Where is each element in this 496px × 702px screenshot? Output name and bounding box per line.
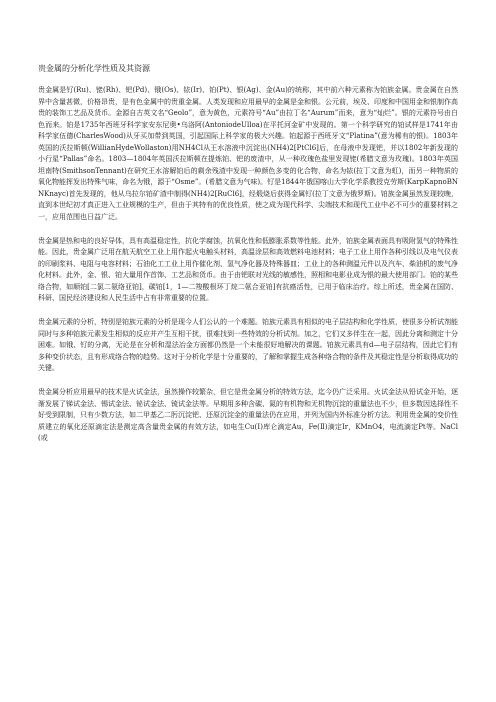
paragraph-analysis-methods: 贵金属分析应用最早的技术是火试金法，虽然操作较繁杂，但它是贵金属分析的特效方法，迄今仍广泛采用。火试金法从铅试金开始，逐渐发展了锑试金法、锡试金法、铋试金法、锍试金法等。早期用多种含碳、氮的有机物和无机物沉淀的重量法也不少，但多数因选择性不好受到限制，只有少数方法，如二甲基乙二肟沉淀钯、还原沉淀金的重量法仍在应用，并列为国内外标准分析方法。利用贵金属的变价性质建立的氧化还原滴定法是测定高含量贵金属的有效方法，如电生Cu(Ⅰ)库仑滴定Au，Fe(Ⅱ)滴定Ir，KMnO4，电流滴定Pt等。NaCl(或 [38, 388, 458, 442]
page-title: 贵金属的分析化学性质及其资源 [38, 64, 150, 73]
paragraph-history: 贵金属是钌(Ru)、铑(Rh)、钯(Pd)、锇(Os)、铱(Ir)、铂(Pt)、银(Ag)、金(Au)的统称，其中前六种元素称为铂族金属。贵金属在自然界中含量甚微，价格昂贵，是有色金属中的贵重金属。人类发现和应用最早的金属是金和银。公元前，埃及、印度和中国用金和银制作高贵的装饰工艺品及货币。金源自古英文名“Geolo”，意为黄色，元素符号“Au”由拉丁名“Aurum”而来，意为“灿烂”。银的元素符号由白色而来。铂是1735年西班牙科学家安东尼奥•乌洛阿(AntoniodeUlloa)在平托河金矿中发现的。第一个科学研究的铂试样是1741年由科学家伍德(CharlesWood)从牙买加带到英国，引起国际上科学家的极大兴趣。铂起源于西班牙文“Platina”(意为稀有的银)。1803年英国的沃拉斯顿(WillianHydeWollaston)用NH4Cl从王水溶液中沉淀出(NH4)2[PtCl6]后，在母液中发现钯，并以1802年新发现的小行星“Pallas”命名。1803—1804年英国沃拉斯顿在提炼铂、钯的废渣中，从一种玫瑰色盐里发现铑(希腊文意为玫瑰)。1803年英国坦南特(SmithsonTennant)在研究王水溶解铂后的剩余残渣中发现一种颜色多变的化合物，命名为铱(拉丁文意为虹)，而另一种物质的氧化物能挥发出特殊气味，命名为锇，源于“Osme”。(希腊文意为气味)。钌是1844年俄国喀山大学化学系教授克劳斯(KarpKapnoBNNKnayc)首先发现的，他从乌拉尔铂矿渣中制得(NH4)2[RuCl6]，经煅烧后获得金属钌(拉丁文意为俄罗斯)。铂族金属虽然发现较晚，直到本世纪初才真正进入工业规模的生产，但由于其特有的优良性质，使之成为现代科学、尖端技术和现代工业中必不可少的重要材料之一，应用范围也日益广泛。 [38, 86, 458, 221]
paragraph-properties: 贵金属是热和电的良好导体，具有高温稳定性，抗化学腐蚀，抗氧化性和低膨胀系数等性能。此外，铂族金属表面具有吸附氢气的特殊性能。因此，贵金属广泛用在航天航空工业上用作起火电触头材料，高温涂层和高效燃料电池材料；电子工业上用作各种引线以及电气仪表的印刷浆料、电阻与电容材料；石油化工工业上用作催化剂、氢气净化器及特殊器皿；工业上的各种测温元件以及汽车、柴油机的废气净化材料。此外，金、银、铂大量用作首饰、工艺品和货币。由于由钯联对光线的敏感性，照相和电影业成为银的最大使用部门。铂的某些络合物，如顺铂[二氯二氨络亚铂]，碳铂[1，1—二羧酸根环丁烷二氨合亚铂]有抗癌活性，已用于临床治疗。综上所述，贵金属在国防、科研、国民经济建设和人民生活中占有非常重要的位置。 [38, 236, 458, 302]
paragraph-analysis-difficulty: 贵金属元素的分析，特别是铂族元素的分析是现今人们公认的一个难题。铂族元素具有相似的电子层结构和化学性质，使很多分析试剂能同时与多种铂族元素发生相似的反应并产生互相干扰，很难找到一些特效的分析试剂。加之，它们又多伴生在一起，因此分离和测定十分困难。如锇、钌的分离，无论是在分析和湿法冶金方面都仍然是一个未能很好地解决的课题。铂族元素具有d—电子层结构，因此它们有多种变价状态，且有形成络合物的趋势。这对于分析化学是十分重要的，了解和掌握生成各种络合物的条件及其稳定性是分析取得成功的关键。 [38, 318, 458, 372]
